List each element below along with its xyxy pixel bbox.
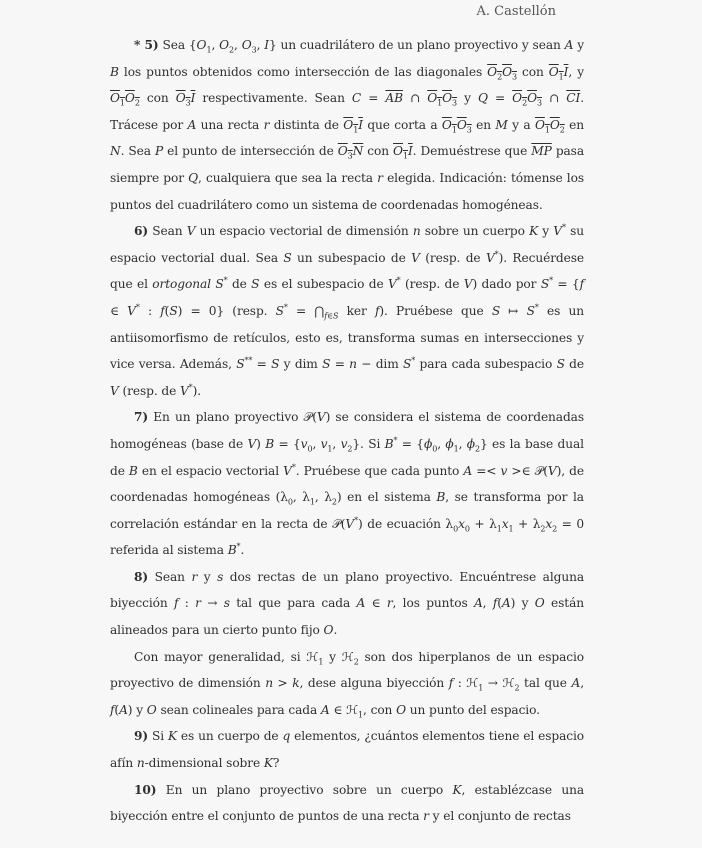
exercise-8: 8) Sean r y s dos rectas de un plano proyectivo. Encuéntrese alguna biyección f : r → s tal que para cada A ∈ r, los puntos A, f(A) y O están alineados para un cierto punto fijo O. xyxy=(110,569,584,638)
exercise-5: * 5) Sea {$O_1$, $O_2$, $O_3$, I} un cuadrilátero de un plano proyectivo y sean A y B los puntos obtenidos como intersección de las diagonales $O_2O_3$ con $O_1I$, y $O_1O_2$ con $O_3I$ respectivamente. Sean $C = \overline{AB}$ ∩ $O_1O_3$ y $Q = O_2O_3$ ∩ $\overline{CI}$. Trácese por A una recta r distinta de $O_1I$ que corta a $O_1O_3$ en M y a $O_1O_2$ en N. Sea P el punto de intersección de $O_3N$ con $O_1I$. Demuéstrese que $\overline{MP}$ pasa siempre por Q, cualquiera que sea la recta r elegida. Indicación: tómense los puntos del cuadrilátero como un sistema de coordenadas homogéneas. xyxy=(110,38,585,212)
exercise-number: 10) xyxy=(134,782,157,797)
exercise-10: 10) En un plano proyectivo sobre un cuerpo K, establézcase una biyección entre el conjunto de puntos de una recta r y el conjunto de rectas xyxy=(110,782,585,824)
running-head-author: A. Castellón xyxy=(476,4,556,19)
exercise-number: 8) xyxy=(134,569,149,584)
exercise-number: * 5) xyxy=(134,38,159,52)
exercise-list xyxy=(110,32,584,830)
ortogonal-term: ortogonal xyxy=(152,277,211,292)
exercise-number: 9) xyxy=(134,729,149,744)
exercise-8-generalization: Con mayor generalidad, si ℋ$_1$ y ℋ$_2$ son dos hiperplanos de un espacio proyectivo de dimensión n > k, dese alguna biyección f : ℋ$_1$ → ℋ$_2$ tal que A, f(A) y O sean colineales para cada A ∈ ℋ$_1$, con O un punto del espacio. xyxy=(110,649,585,720)
exercise-6: 6) Sean V un espacio vectorial de dimensión n sobre un cuerpo K y V* su espacio vectorial dual. Sea S un subespacio de V (resp. de V*). Recuérdese que el ortogonal S* de S es el subespacio de V* (resp. de V) dado por S* = {f ∈ V* : f(S) = 0} (resp. $S^* = ⋂_{f\in S}$ ker f). Pruébese que S ↦ S* es un antiisomorfismo de retículos, esto es, transforma sumas en intersecciones y vice versa. Además, S** = S y dim S = n − dim S* para cada subespacio S de V (resp. de V*). xyxy=(110,223,585,398)
exercise-9: 9) Si K es un cuerpo de q elementos, ¿cuántos elementos tiene el espacio afín n-dimensional sobre K? xyxy=(110,729,585,771)
exercise-number: 7) xyxy=(134,410,149,425)
exercise-number: 6) xyxy=(134,224,149,239)
exercise-7: 7) En un plano proyectivo 𝒫(V) se considera el sistema de coordenadas homogéneas (base de V) $B = \{v_0$, $v_1$, $v_2$}. Si $B^* = \{\phi_0$, $\phi_1$, $\phi_2$} es la base dual de B en el espacio vectorial V*. Pruébese que cada punto A =< v >∈ 𝒫(V), de coordenadas homogéneas ($\lambda_0$, $\lambda_1$, $\lambda_2$) en el sistema B, se transforma por la correlación estándar en la recta de 𝒫(V*) de ecuación $\lambda_0x_0 + \lambda_1x_1 + \lambda_2x_2 = 0$ referida al sistema B*. xyxy=(110,410,584,558)
